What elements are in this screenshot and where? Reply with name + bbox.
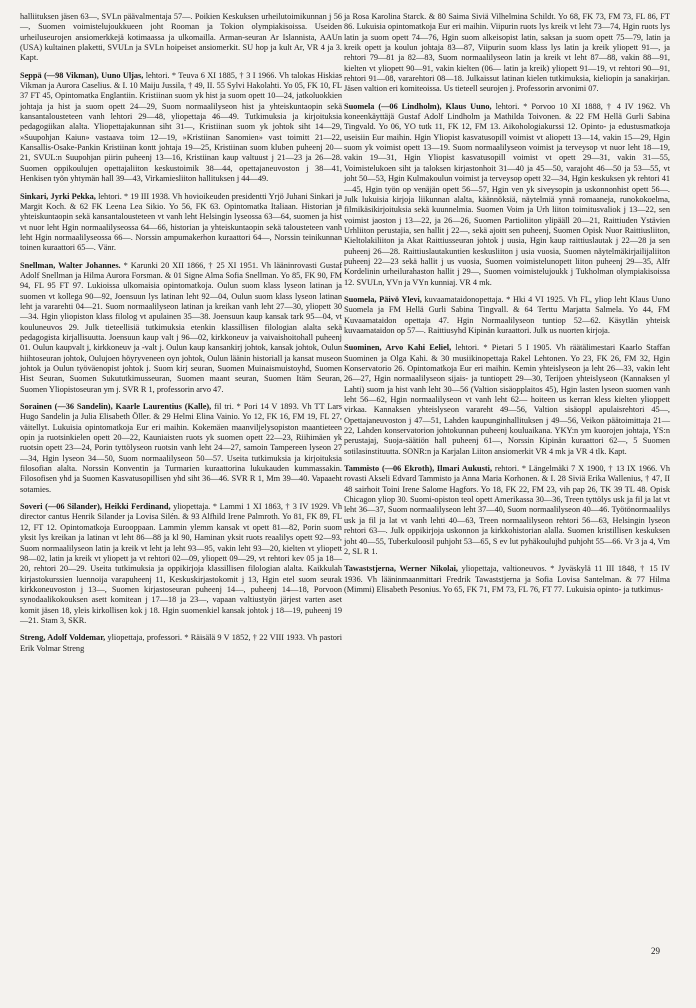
entry-text: halliituksen jäsen 63—, SVLn päävalmentaja 57—. Poikien Keskuksen urheilutoimikunnan j 56—, Suomen voimistelujoukkueen joht Rooman ja Tokion olympiakisoissa. Useiden urheiluseurojen ansiomerkkejä kotimaassa ja ulkomailla. Arman-seuran Ar Islannista, AAUn (USA) kultainen plaketti, SVULn ja SVLn hoipeiset ansiomerkit. SU hop ja kult Ar, VR 4 ja 3. Kapt. [20,12,342,63]
entry-heading: Sorainen (—36 Sandelin), Kaarle Laurentius (Kalle), [20,402,212,412]
page-number: 29 [651,946,660,956]
entry-heading: Streng, Adolf Voldemar, [20,633,106,643]
biography-entry [344,295,670,336]
left-column [20,12,342,661]
entry-text: yliopettaja, professori. * Räisälä 9 V 1852, † 22 VIII 1933. Vh pastori Erik Volmar Streng [20,633,342,653]
entry-heading: Snellman, Walter Johannes. [20,260,121,270]
biography-entry [344,12,670,95]
entry-text: yliopettaja, valtioneuvos. * Jyväskylä 11 III 1848, † 15 IV 1936. Vh lääninmaanmittari Fredrik Tawaststjerna ja Sofia Lovisa Santelman. & 77 Hilma (Mimmi) Elisabeth Pesonius. Yo 65, FK 71, FM 73, FL 76, FT 77. Lukuisia opinto- ja tutkimus- [344,564,670,594]
right-column [344,12,670,661]
entry-heading: Soveri (—06 Silander), Heikki Ferdinand, [20,502,171,512]
biography-entry [344,343,670,457]
biography-entry [20,192,342,254]
biography-entry [20,402,342,495]
biography-entry [20,261,342,395]
entry-text: lehtori. * Pietari 5 I 1905. Vh räätälimestari Kaarlo Staffan Suominen ja Olga Kahi. & 30 musiikinopettaja Rakel Lehtonen. Yo 23, FK 26, FM 32, Hgin Konservatorio 26. Opintomatkoja Eur eri maihin. Kemin yhteislyseon ja leht 26—33, vakin leht 26—27, Hgin normaalilyseon sijais- ja tuntiopett 29—30, Terijoen yhteislyseon (Kannaksen yl Lahti) suom ja hist vanh leht 30—56 (Valtion sisäopplaitos 45), Hgin lasten lyseon suomen vanh leht 56—62, Hgin normaalilyseon vt vanh leht 62— hoiteen us kerran kless kielten ylioppett virkaa. Kannaksen yhteislyseon varareht 49—56, Valtion sisäoppl apulaisrehtori 45—, Opettajaneuvoston j 47—51, Lahden kaupunginhallituksen j 49—56, Veikon päätoimittaja 21—22, Lahden konservatorion johtokunnan puheenj kouluaikana. YKY:n ym kuorojen johtaja, YS:n perustajaj, Suoja-säätiön hall puheenj 61—, Norssin Kipinän kuraattori 62—, 5 Suomen sotilasinstituutta. SONR:n ja Karjalan Liiton ansiomerkit VR 4 mk ja VR 4 tlk. Kapt. [344,343,670,456]
entry-heading: Sinkari, Jyrki Pekka, [20,191,96,201]
two-column-layout [20,12,670,661]
entry-text: yliopettaja. * Lammi 1 XI 1863, † 3 IV 1929. Vh director cantus Henrik Silander ja Lovisa Silén. & 93 Alfhild Irene Palmroth. Yo 81, FK 89, FL 12, FT 12. Opintomatkoja Eurooppaan. Lammin ylemm kansak vt opett 81—82, Porin suom yksit lys kreikan ja latinan vt leht 86—88 ja kl 90, Haminan yksit ruots reaalilys opett 92—93, Suom normaalilyseon latin ja kreik vt leht ja leht 93—95, vakin leht 93—20, kielten vt yliopett 98—02, latin ja kreik vt yliopett ja vt rehtori 02—09, yliopett 09—29, vt rehtori kev 05 ja 18—20, rehtori 20—29. Useita tutkimuksia ja oppikirjoja klassillisen filologian alalta. Kaikkulah kirjastokurssien luennoija varapuheenj 11, Keskuskirjastokomit j 13, Hgin etel suom seurak kirkkoneuvoston j 13—, Suomen kirjastoseuran puheenj 14—, puheenj 14—18, Porvoon synodaalikokouksen asett komitean j 17—18 ja 23—, vapaan valtiustyön järjest varten aset komit jäsen 18, yleis kirkollisen kok j 18. Hgin suomenkiel kansak johtok j 18—19, puheenj 19—21. Stam 3, SKR. [20,502,343,625]
entry-text: ja Rosa Karolina Starck. & 80 Saima Siviä Vilhelmina Schildt. Yo 68, FK 73, FM 73, FL 86, FT 86. Lukuisia opintomatkoja Eur eri maihin. Viipurin ruots lys kreik vt leht 73—74, Hgin ruots lys latin ja suom opett 74—76, Hgin suom alkeisopist latin, saksan ja suom opett 75—79, latin ja kreik opett ja koulun johtaja 83—87, Viipurin suom klass lys latin ja kreik yliopett 91—, ja rehtori 79—81 ja 82—83, Suom normaalilyseon latin ja kreik vt leht 87—88, vakin 88—91, kielten vt yliopett 90—91, vakin kielten (06— latin ja kreik) yliopett 91—19, vt rehtori 90—91, rehtori 91—08, vararehtori 08—18. Julkaissut latinan kielen tutkimuksia, kieliopin ja sanakirjan. Jäsen valtion eri komiteoissa. Us tieteell seurojen j. Professorin arvonimi 07. [344,12,670,94]
entry-heading: Tawaststjerna, Werner Nikolai, [344,564,458,574]
entry-text: lehtori. * Teuva 6 XI 1885, † 3 I 1966. Vh talokas Hiskias Vikman ja Aurora Caselius. & I. 10 Maiju Jussila, † 49, II. 55 Sylvi Hakolahti. Yo 05, FK 10, FL 37 FT 45, Opintomatka Englantiin. Kristiinan suom yk hist ja suom opett 10—24, jatkoluokkien johtaja ja hist ja suom opett 24—29, Suom normaalilyseon hist ja yhteiskuntaopin sekä kansantalousteteen vanh lehtori 29—48, yliopettaja 46—49. Tutkimuksia ja kirjoituksia pedagogiikan alalta. Yliopettajakunnan siht 31—, Kristiinan suom yk johtok siht 14—29, »Suupohjan Kaiun» vastaava toim 12—19, »Kristiinan Sanomien» vast toimitt 21—22, Kansallis-Osake-Pankin Kristiinan kontt johtaja 19—25, Kristiinan suom kluben puheenj 20—21, SVUL:n Suupohjan piirin puheenj 13—16, Kristiinan kaup valtuust j 21—23 ja 26—28. Suomen oppikoulujen opettajaliiton keskustoimik 38—44, opettajaneuvoston j 38—41, Henkisen työn yhtymän hall 39—43, Virkamiesliiton hallituksen j 44—49. [20,70,343,184]
biography-entry [20,12,342,64]
entry-heading: Seppä (—98 Vikman), Uuno Uljas, [20,70,144,80]
entry-text: fil tri. * Pori 14 V 1893. Vh TT Lars Hugo Sandelin ja Julia Elisabeth Öller. & 29 Helmi Elina Vainio. Yo 12, FK 16, FM 19, FL 27, väitellyt. Lukuisia opintomatkoja Eur eri maihin. Kokemäen maanviljelysopiston maantieteen opin ja ruotsinkielen opett 20—22, Kauniaisten ruots yk suomen opett 22—23, Riihimäen yk ruotsin opett 23—24, Porin tyttölyseon ruotsin vanh leht 24—27, samoin Tampereen lyseon 27—34, Hgin lyseon 34—50, Suom normaalilyseon 50—57. Useita tutkimuksia ja kirjoituksia filosofian alalta. Norssin Konventin ja Turmarien kuraattorina lukukauden kummassakin. Filosofisen yhd ja Suomen Kasvatusopillisen yhd siht 36—46. SVR R 1, Mm 39—40. Vapaaeht sotamies. [20,402,342,494]
biography-entry [20,71,342,185]
entry-text: kuvaamataidonopettaja. * Hki 4 VI 1925. Vh FL, yliop leht Klaus Uuno Suomela ja FM Hellä Gurli Sabina Tingvall. & 64 Terttu Marjatta Salmela. Yo 44, FM Kuvaamataidon opettaja 47. Hgin Normaalilyseon tuntiop 52—62. Käsytlän yhteisk kuvaamataidon op 57—. Raittiusyhd Kipinän kuraattori. Julk us nuorten kirjoja. [344,294,670,335]
biography-entry [20,502,342,626]
entry-heading: Suomela (—06 Lindholm), Klaus Uuno, [344,101,492,111]
biography-entry [344,464,670,557]
entry-text: rehtori. * Längelmäki 7 X 1900, † 13 IX 1966. Vh rovasti Akseli Edvard Tammisto ja Anna Maria Korhonen. & I. 28 Siviä Erika Wallenius, † 47, II 48 sairhoit Toini Irene Salome Hagfors. Yo 18, FK 22, FM 23, vih pap 26, TK 39 TL 48. Opisk Chicagon yliop 30. Suomi-opiston teol opett Amerikassa 30—36, Treen tyttölys usk ja fil ja lat vt leht 36—37, Suom normaalilyseon leht 37—40, Suom normaalilyseon 40—46. Työtönormaalilys usk ja fil ja lat vt vanh lehti 40—63, Treen normaalilyseon rehtori 56—63, Helsingin lyseon rehtori 63—. Julk oppikirjoja uskonnon ja kirkkohistorian alalla. Suomen kristillisen keskuksen joht 40—55, Tuberkuloosil puhjoht 53—65, S ev lut pyhäkoulujhd puhjoht 55—66. Vr 3 ja 4, Vm 2, SL R 1. [344,464,671,556]
entry-text: lehtori. * 19 III 1938. Vh hovioikeuden presidentti Yrjö Juhani Sinkari ja Margit Koch. & 62 FK Leena Lea Sikio. Yo 56, FK 63. Opintomatka Italiaan. Historian ja yhteiskuntaopin sekä kansantalousteteen vt vanh leht Helsingin lyseossa 63—64, suomen ja hist vt nuor leht Hgin normaalilyseossa 64—66, historian ja yhteiskuntaopin sekä talousteteen vanh leht Hgin normaalilyseossa 66—. Norssin ampumakerhon kuraattori 64—, Norssin teinikunnan toinen kuraattori 65—. Vänr. [20,191,343,253]
entry-text: * Karunki 20 XII 1866, † 25 XI 1951. Vh lääninrovasti Gustaf Adolf Snellman ja Hilma Aurora Forsman. & 01 Signe Alma Sofia Snellman. Yo 85, FK 90, FM 94, FL 95 FT 97. Lukioissa ulkomaisia opintomatkoja. Oulun suom klass lyseon latinan ja suomen vt kollega 90—92, Joensuun lys latinan leht 92—04, Oulun suom klass lyseon latinan leht ja vararehti 04—21. Suom normaalilyseon latinan ja kreikan vanh leht 27—30, yliopett 30—34. Hgin yliopiston klass filolog vt apulainen 35—38. Joensuun kaup kansak tark 95—04, vt kouluneuvos 29. Julk tieteellisiä tutkimuksia etenkin klassillisen filologian alalta sekä pedagogista kirjallisuutta. Joensuun kaup valt j 96—02, kirkkoneuv ja vaivaishoitohall puheenj 01. Oulun kaupvalt j, kirkkoneuv ja -valt j. Oulun kaup kansankirj johtok, kansak johtok, Oulun hiihtoseuran johtok, Oulujoen höyryveneen oyn johtok, Oulun läänin historiall ja kansat museon johtok ja Oulun työväenopist johtok j. Suom kirj seuran, Suomen Muinaismuistoyhd, Suomen Hist Seuran, Suomen Sukututkimusseuran, Suomen maant seuran, Suomen Itäm Seuran, Suomen Yliopistoseuran ym j. SVR R 1, professorin arvo 47. [20,260,342,394]
entry-text: lehtori. * Porvoo 10 XI 1888, † 4 IV 1962. Vh koneenkäyttäjä Gustaf Adolf Lindholm ja Mathilda Toivonen. & 22 FM Hellä Gurli Sabina Tingvald. Yo 06, YO tutk 11, FK 12, FM 13. Aikohologiakurssi 12. Opinto- ja edustusmatkoja useisiin Eur maihin. Hgin Yliopist kasvatusopill voimist vt aliopett 13—14, vakin 15—29, Hgin suom yk voimist opett 13—19. Suom normaalilyseon voimist ja terveysop vt nuor leht 18—19, vakin 19—31, Hgin Yliopist kasvatusopill voimist vt opett 29—31, vakin 31—55, Voimistelukoen siht ja taloksen kirjastonhoit 31—40 ja 45—50, varajoht 46—50 ja 53—55, vt joht 50—53, Hgin Kulmakoulun voimist ja terveysop opett 32—34, Hgin keskuksen yk rehtori 41—45, Hgin työn op venäjän opett 56—57, Hgin ven yk siveysopin ja uskonnonhist opett 56—. Julk lukuisia kirjoja liikunnan alalta, käännöksiä, näytelmiä ynnä romaaneja, runokokoelma, filmikäsikirjoituksia sekä kuunnelmia. Suomen Voim ja Urh liiton toimitusvaliok j 13—22, sen voimist jaoston j 13—22, ja 26—26, Suomen Partioliiton ylipääll 20—21, Raittiuden Ystävien Urhliiton perustajia, sen hallit j 22—, sekä ajoitt sen puheenj, Suomen Opisk Nuor Raittiusliiton, Kieltolakiliiton ja Akat Raittiusseuran johtok j uusia, Hgin kaup raittiuslautak j 22—28 ja sen puheenj 26—28. Raittiuslautakuntien keskusliiton j usia vuosia, Suomen näytelmäkirjailijaliiton puheenj 22—23 sekä hallit j us vuosia, Suomen voimistelunopett liiton puheenj 29—35, Alfr Kordelinin urheilurahaston hallit j 29—, Suomen voimistelujoukk j Tukholman olympiakisoissa 12. SVULn, YVn ja VYn kunniaj. VR 4 mk. [344,101,671,287]
biography-entry [344,564,670,595]
entry-heading: Tammisto (—06 Ekroth), Ilmari Aukusti, [344,464,493,474]
entry-heading: Suominen, Arvo Kahi Eeliel, [344,343,452,353]
biography-entry [20,633,342,654]
entry-heading: Suomela, Päivö Ylevi, [344,294,422,304]
biography-entry [344,102,670,288]
